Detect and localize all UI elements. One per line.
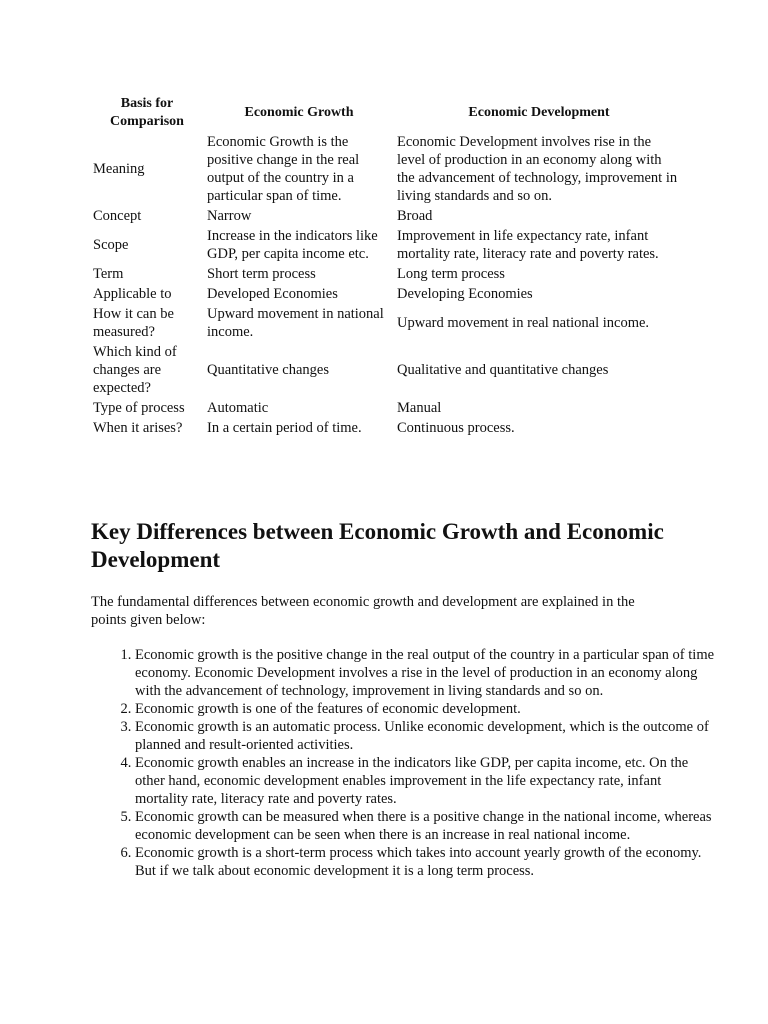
header-economic-growth: Economic Growth bbox=[244, 105, 354, 120]
list-item: 6. Economic growth is a short-term process which takes into account yearly growth of the economy. But if we talk about economic development it is a long term process. bbox=[135, 844, 715, 880]
growth-cell: Developed Economies bbox=[207, 286, 338, 302]
table-row bbox=[90, 264, 684, 284]
row-label: Term bbox=[93, 266, 124, 282]
differences-list bbox=[91, 646, 715, 880]
growth-cell: Automatic bbox=[207, 400, 269, 416]
table-row bbox=[90, 304, 684, 342]
header-basis-text: Basis for Comparison bbox=[110, 96, 184, 129]
header-basis-for-comparison bbox=[90, 94, 204, 132]
table-row bbox=[90, 398, 684, 418]
development-cell: Economic Development involves rise in the level of production in an economy along with the advancement of technology, improvement in living standards and so on. bbox=[397, 134, 678, 204]
growth-cell: Upward movement in national income. bbox=[207, 306, 384, 340]
development-cell: Upward movement in real national income. bbox=[397, 315, 650, 331]
development-cell: Broad bbox=[397, 208, 433, 224]
row-label: Type of process bbox=[93, 400, 185, 416]
development-cell: Continuous process. bbox=[397, 420, 515, 436]
growth-cell: In a certain period of time. bbox=[207, 420, 362, 436]
table-header-row bbox=[90, 94, 684, 132]
growth-cell: Narrow bbox=[207, 208, 252, 224]
section-heading: Key Differences between Economic Growth and Economic Development bbox=[91, 519, 664, 572]
row-label: Applicable to bbox=[93, 286, 172, 302]
development-cell: Qualitative and quantitative changes bbox=[397, 362, 609, 378]
list-item: 4. Economic growth enables an increase in the indicators like GDP, per capita income, etc. On the other hand, economic development enables improvement in the life expectancy rate, infant mortality rate, literacy rate and poverty rates. bbox=[135, 754, 715, 808]
growth-cell: Short term process bbox=[207, 266, 316, 282]
growth-cell: Increase in the indicators like GDP, per capita income etc. bbox=[207, 228, 378, 262]
row-label: Meaning bbox=[93, 161, 145, 177]
development-cell: Developing Economies bbox=[397, 286, 533, 302]
table-row bbox=[90, 132, 684, 206]
list-item: 2. Economic growth is one of the features of economic development. bbox=[135, 700, 715, 718]
comparison-table bbox=[90, 94, 684, 438]
intro-paragraph: The fundamental differences between economic growth and development are explained in the points given below: bbox=[91, 594, 635, 628]
header-economic-development: Economic Development bbox=[468, 105, 610, 120]
row-label: Which kind of changes are expected? bbox=[93, 344, 177, 396]
development-cell: Improvement in life expectancy rate, infant mortality rate, literacy rate and poverty rates. bbox=[397, 228, 659, 262]
list-item: 5. Economic growth can be measured when there is a positive change in the national income, whereas economic development can be seen when there is an increase in real national income. bbox=[135, 808, 715, 844]
growth-cell: Quantitative changes bbox=[207, 362, 329, 378]
row-label: Concept bbox=[93, 208, 142, 224]
list-item: 1. Economic growth is the positive change in the real output of the country in a particular span of time economy. Economic Development involves a rise in the level of production in an economy along with the advancement of technology, improvement in living standards and so on. bbox=[135, 646, 715, 700]
table-row bbox=[90, 418, 684, 438]
development-cell: Long term process bbox=[397, 266, 505, 282]
table-row bbox=[90, 342, 684, 398]
table-row bbox=[90, 284, 684, 304]
development-cell: Manual bbox=[397, 400, 442, 416]
list-item: 3. Economic growth is an automatic process. Unlike economic development, which is the outcome of planned and result-oriented activities. bbox=[135, 718, 715, 754]
table-row bbox=[90, 206, 684, 226]
row-label: When it arises? bbox=[93, 420, 183, 436]
row-label: How it can be measured? bbox=[93, 306, 174, 340]
table-row bbox=[90, 226, 684, 264]
growth-cell: Economic Growth is the positive change in the real output of the country in a particular span of time. bbox=[207, 134, 360, 204]
row-label: Scope bbox=[93, 237, 129, 253]
